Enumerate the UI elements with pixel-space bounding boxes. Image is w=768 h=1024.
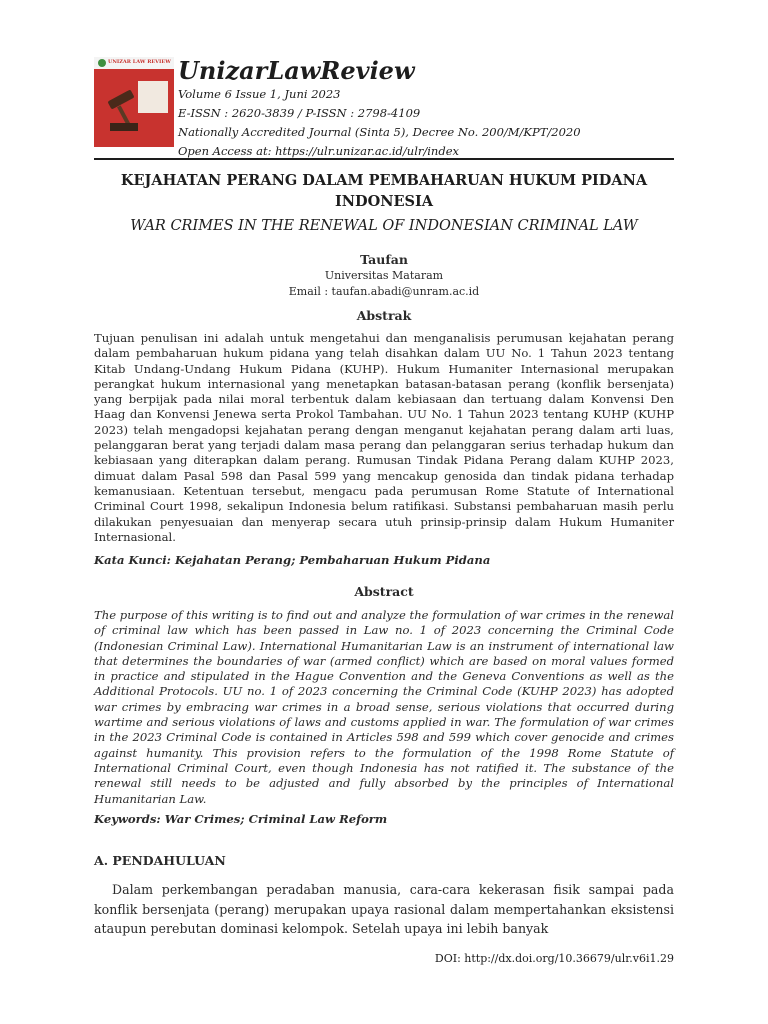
author-email[interactable]: Email : taufan.abadi@unram.ac.id: [288, 285, 480, 298]
abstrak-heading: Abstrak: [356, 308, 412, 323]
cover-logo-icon: [98, 59, 106, 67]
accreditation-info: Nationally Accredited Journal (Sinta 5), Decree No. 200/M/KPT/2020: [178, 125, 581, 139]
pendahuluan-text: Dalam perkembangan peradaban manusia, cara-cara kekerasan fisik sampai pada konflik bersenjata (perang) merupakan upaya rasional dalam mempertahankan eksistensi ataupun perebutan dominasi kelompok. Setelah upaya ini lebih banyak: [94, 882, 674, 936]
cover-title: UNIZAR LAW REVIEW: [108, 59, 171, 65]
header-divider: [94, 158, 674, 160]
doi-link[interactable]: DOI: http://dx.doi.org/10.36679/ulr.v6i1.29: [434, 952, 674, 965]
abstrak-text: Tujuan penulisan ini adalah untuk mengetahui dan menganalisis perumusan kejahatan perang dalam pembaharuan hukum pidana yang telah disahkan dalam UU No. 1 Tahun 2023 tentang Kitab Undang-Undang Hukum Pidana (KUHP). Hukum Humaniter Internasional merupakan perangkat hukum internasional yang menetapkan batasan-batasan perang (konflik bersenjata) yang berpijak pada nilai moral terbentuk dalam kebiasaan dan tertuang dalam Konvensi Den Haag dan Konvensi Jenewa serta Prokol Tambahan. UU No. 1 Tahun 2023 tentang KUHP (KUHP 2023) telah mengadopsi kejahatan perang dengan menganut kejahatan perang dalam arti luas, pelanggaran berat yang terjadi dalam masa perang dan pelanggaran serius terhadap hukum dan kebiasaan yang diterapkan dalam perang. Rumusan Tindak Pidana Perang dalam KUHP 2023, dimuat dalam Pasal 598 dan Pasal 599 yang mencakup genosida dan tindak pidana terhadap kemanusiaan. Ketentuan tersebut, mengacu pada perumusan Rome Statute of International Criminal Court 1998, sekalipun Indonesia belum ratifikasi. Substansi pembaharuan masih perlu dilakukan penyesuaian dan menyerap secara utuh prinsip-prinsip dalam Hukum Humaniter Internasional.: [94, 331, 674, 544]
journal-header: [94, 57, 674, 160]
volume-info: Volume 6 Issue 1, Juni 2023: [178, 87, 341, 101]
abstract-text: The purpose of this writing is to find out and analyze the formulation of war crimes in the renewal of criminal law which has been passed in Law no. 1 of 2023 concerning the Criminal Code (Indonesian Criminal Law). International Humanitarian Law is an instrument of international law that determines the boundaries of war (armed conflict) which are based on moral values formed in practice and stipulated in the Hague Convention and the Geneva Conventions as well as the Additional Protocols. UU no. 1 of 2023 concerning the Criminal Code (KUHP 2023) has adopted war crimes by embracing war crimes in a broad sense, serious violations that occurred during wartime and serious violations of laws and customs applied in war. The formulation of war crimes in the 2023 Criminal Code is contained in Articles 598 and 599 which cover genocide and crimes against humanity. This provision refers to the formulation of the 1998 Rome Statute of International Criminal Court, even though Indonesia has not ratified it. The substance of the renewal still needs to be adjusted and fully absorbed by the principles of International Humanitarian Law.: [94, 608, 674, 806]
article-title-indonesian: KEJAHATAN PERANG DALAM PEMBAHARUAN HUKUM PIDANA INDONESIA: [120, 172, 648, 210]
masthead: [178, 57, 581, 161]
journal-cover-image: [94, 57, 174, 147]
author-affiliation: Universitas Mataram: [324, 269, 444, 282]
gavel-block: [110, 123, 138, 131]
kata-kunci: Kata Kunci: Kejahatan Perang; Pembaharuan Hukum Pidana: [94, 553, 491, 567]
cover-text-panel: [138, 81, 168, 113]
issn-info: E-ISSN : 2620-3839 / P-ISSN : 2798-4109: [178, 106, 421, 120]
article-title-english: WAR CRIMES IN THE RENEWAL OF INDONESIAN CRIMINAL LAW: [130, 218, 638, 234]
open-access-link[interactable]: Open Access at: https://ulr.unizar.ac.id/ulr/index: [178, 144, 459, 158]
keywords: Keywords: War Crimes; Criminal Law Reform: [94, 812, 388, 826]
section-heading-pendahuluan: A. PENDAHULUAN: [94, 853, 226, 868]
journal-name: UnizarLawReview: [178, 56, 415, 85]
author-name: Taufan: [360, 252, 408, 267]
abstract-heading: Abstract: [354, 584, 414, 599]
